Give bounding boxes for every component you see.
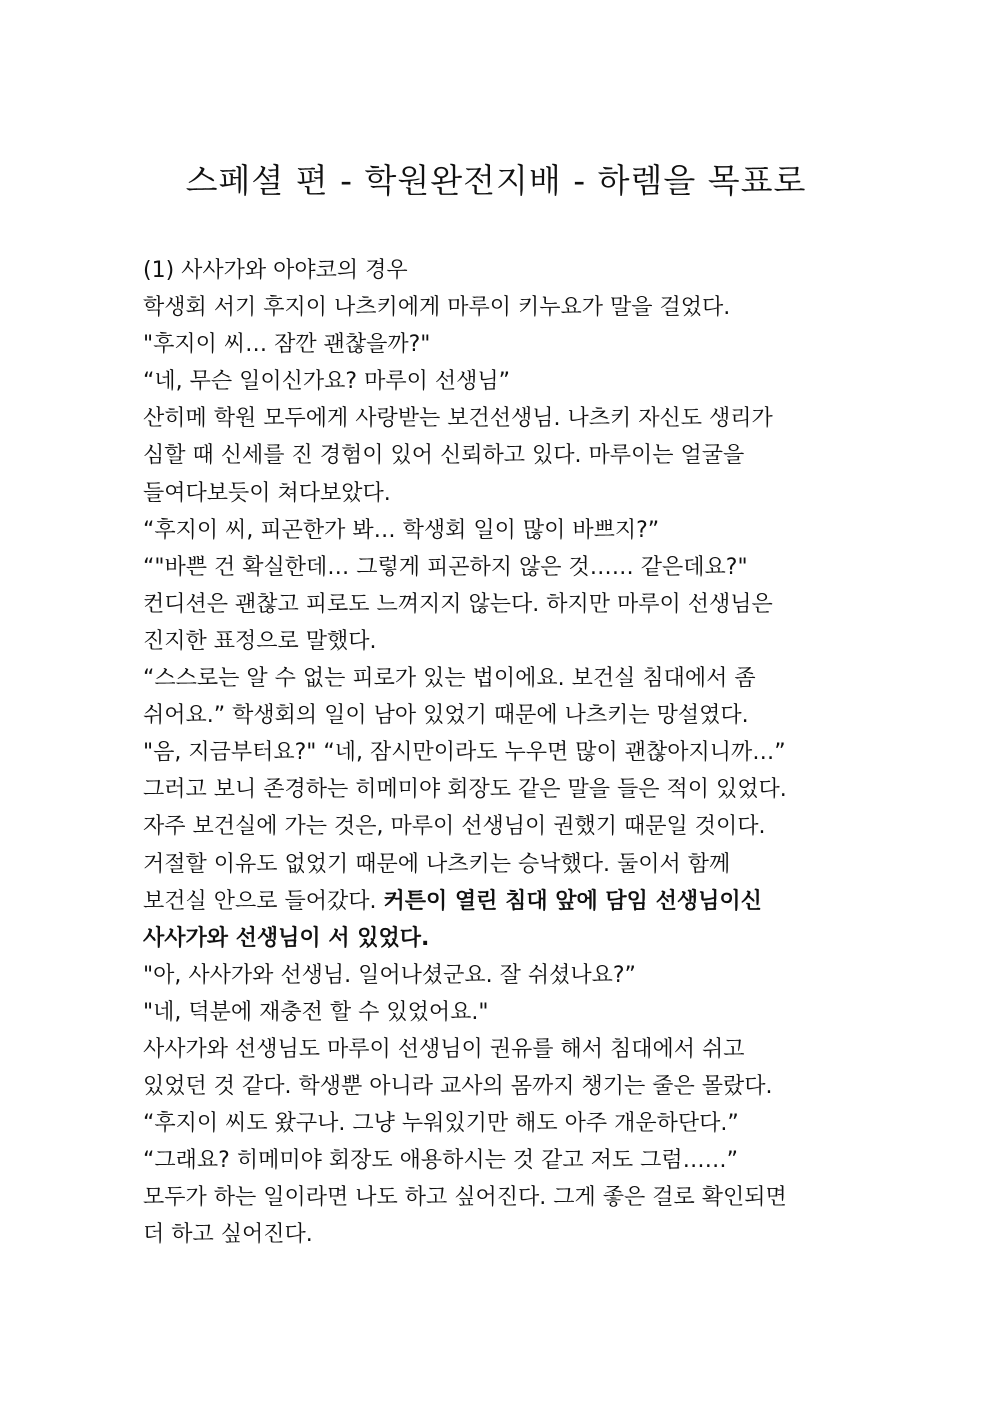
text-line: 들여다보듯이 쳐다보았다. [143,480,391,506]
document-title: 스페셜 편 - 학원완전지배 - 하렘을 목표로 [185,161,807,200]
text-line: "음, 지금부터요?" “네, 잠시만이라도 누우면 많이 괜찮아지니까…” [143,740,786,766]
text-line: 거절할 이유도 없었기 때문에 나츠키는 승낙했다. 둘이서 함께 [143,851,731,877]
text-line: "네, 덕분에 재충전 할 수 있었어요." [143,999,489,1025]
bold-text-segment: 커튼이 열린 침대 앞에 담임 선생님이신 [383,888,762,914]
text-line: “스스로는 알 수 없는 피로가 있는 법이에요. 보건실 침대에서 좀 [143,666,756,692]
text-line-mixed [143,883,863,920]
text-line: “후지이 씨도 왔구나. 그냥 누워있기만 해도 아주 개운하단다.” [143,1111,739,1137]
text-line: 컨디션은 괜찮고 피로도 느껴지지 않는다. 하지만 마루이 선생님은 [143,591,773,617]
text-line: 모두가 하는 일이라면 나도 하고 싶어진다. 그게 좋은 걸로 확인되면 [143,1185,787,1211]
text-line: 있었던 것 같다. 학생뿐 아니라 교사의 몸까지 챙기는 줄은 몰랐다. [143,1074,773,1100]
text-line: 산히메 학원 모두에게 사랑받는 보건선생님. 나츠키 자신도 생리가 [143,406,773,432]
text-line: "후지이 씨… 잠깐 괜찮을까?" [143,332,431,358]
text-line: 자주 보건실에 가는 것은, 마루이 선생님이 권했기 때문일 것이다. [143,814,766,840]
plain-text-segment: 보건실 안으로 들어갔다. [143,888,384,914]
text-line: 그러고 보니 존경하는 히메미야 회장도 같은 말을 들은 적이 있었다. [143,777,787,803]
text-line: "아, 사사가와 선생님. 일어나셨군요. 잘 쉬셨나요?” [143,962,636,988]
text-line: “그래요? 히메미야 회장도 애용하시는 것 같고 저도 그럼……” [143,1148,738,1174]
text-line: 학생회 서기 후지이 나츠키에게 마루이 키누요가 말을 걸었다. [143,295,731,321]
body-text [143,252,863,1254]
text-line: 심할 때 신세를 진 경험이 있어 신뢰하고 있다. 마루이는 얼굴을 [143,443,745,469]
text-line: 진지한 표정으로 말했다. [143,628,377,654]
text-line: “"바쁜 건 확실한데… 그렇게 피곤하지 않은 것…… 같은데요?" [143,554,748,580]
bold-text-line: 사사가와 선생님이 서 있었다. [143,925,430,951]
text-line: 쉬어요.” 학생회의 일이 남아 있었기 때문에 나츠키는 망설였다. [143,703,749,729]
text-line: “후지이 씨, 피곤한가 봐… 학생회 일이 많이 바쁘지?” [143,517,660,543]
text-line: (1) 사사가와 아야코의 경우 [143,258,408,283]
text-line: 사사가와 선생님도 마루이 선생님이 권유를 해서 침대에서 쉬고 [143,1036,745,1062]
text-line: 더 하고 싶어진다. [143,1222,313,1248]
text-line: “네, 무슨 일이신가요? 마루이 선생님” [143,369,510,395]
